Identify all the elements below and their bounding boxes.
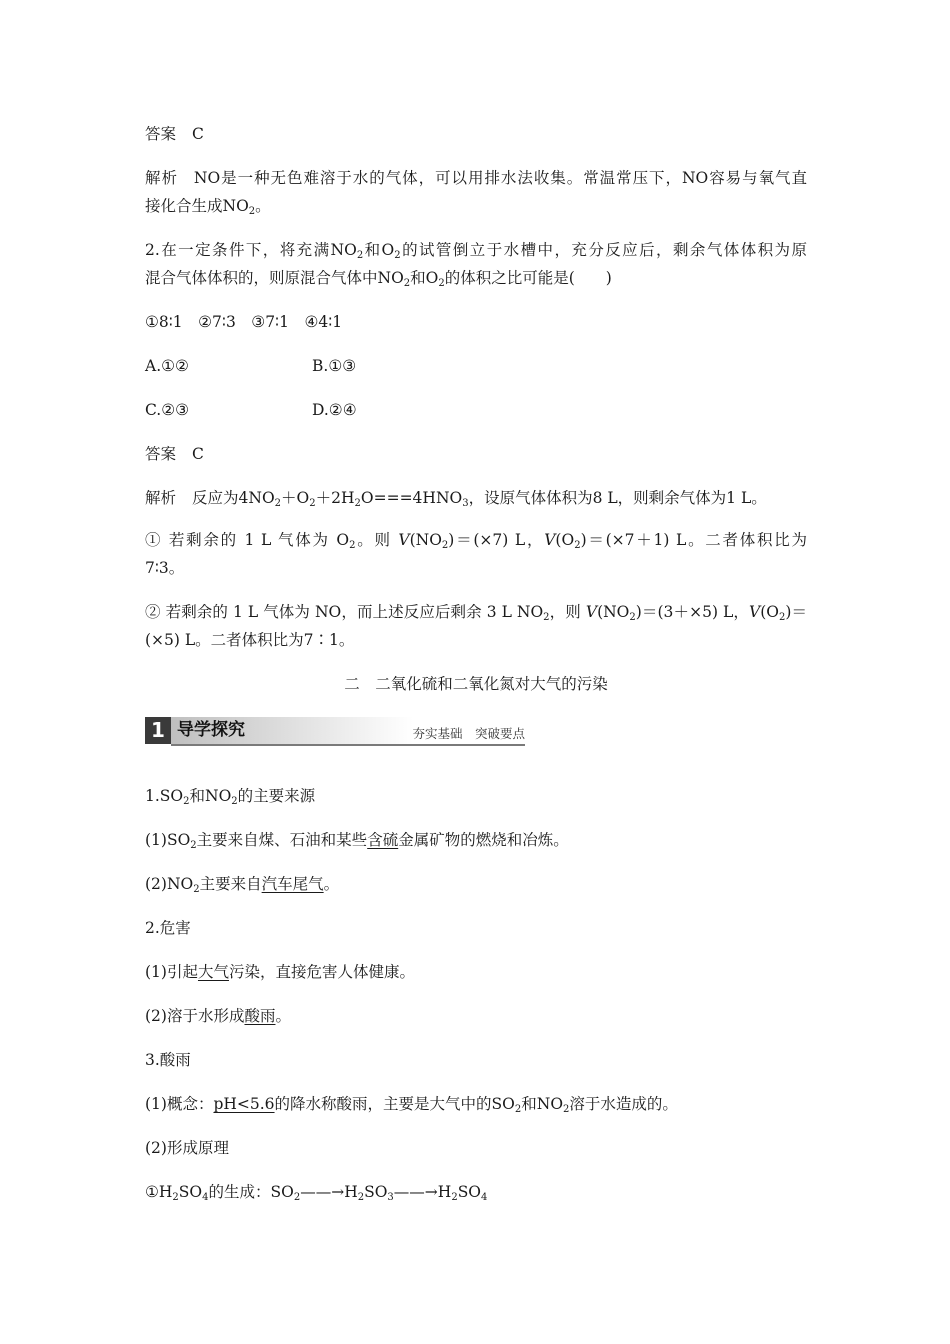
q1-analysis-line2: 接化合生成$NO_2$。: [145, 197, 271, 217]
s1-heading: $1.SO_2$和$NO_2$的主要来源: [145, 787, 316, 807]
q2-ratios: ①8∶1 ②7∶3 ③7∶1 ④4∶1: [145, 313, 343, 331]
q2-options-row1: [145, 356, 807, 376]
q1-analysis-line1: 解析 NO是一种无色难溶于水的气体，可以用排水法收集。常温常压下，NO容易与氧气直: [145, 169, 807, 187]
section-banner: [145, 716, 525, 746]
option-c: C.②③: [145, 401, 190, 419]
s2-item1: (1)引起大气污染，直接危害人体健康。: [145, 963, 415, 981]
q2-stem-line1: 2.在一定条件下，将充满$NO_2$和$O_2$的试管倒立于水槽中，充分反应后，剩余气体体积为原: [145, 241, 807, 261]
q2-stem-line2: 混合气体体积的，则原混合气体中$NO_2$和$O_2$的体积之比可能是( ): [145, 269, 612, 289]
q2-case2-line2: (×5) L。二者体积比为7∶1。: [145, 631, 355, 649]
s3-item1: (1)概念：pH<5.6的降水称酸雨，主要是大气中的$SO_2$和$NO_2$溶于水造成的。: [145, 1095, 678, 1115]
q2-options-row2: [145, 400, 807, 420]
s3-item3: $①H_2SO_4$的生成：$SO_2——\to H_2SO_3——\to H_2SO_4$: [145, 1183, 488, 1203]
banner-tag: 夯实基础 突破要点: [412, 726, 525, 741]
s1-item1: $(1)SO_2$主要来自煤、石油和某些含硫金属矿物的燃烧和冶炼。: [145, 831, 569, 851]
q2-case2-line1: ② 若剩余的 1 L 气体为 NO，而上述反应后剩余 3 L $NO_2$，则 $V(NO_2)=(3+\times 5)$ L，$V(O_2)=$: [145, 603, 807, 623]
s1-item2: $(2)NO_2$主要来自汽车尾气。: [145, 875, 340, 895]
banner-number: 1: [145, 717, 171, 744]
q2-case1-line1: ① 若剩余的 1 L 气体为 $O_2$。则 $V(NO_2)=(\times 7)$ L，$V(O_2)=(\times 7+1)$ L。二者体积比为: [145, 531, 808, 551]
banner-rule: [171, 744, 525, 746]
option-d: D.②④: [312, 401, 357, 419]
q1-answer: 答案 C: [145, 125, 204, 143]
option-b: B.①③: [312, 357, 357, 375]
s3-heading: 3.酸雨: [145, 1051, 191, 1069]
q2-analysis-line1: 解析 反应为$4NO_2+O_2+2H_2O===4HNO_3$，设原气体体积为8 L，则剩余气体为1 L。: [145, 489, 767, 509]
option-a: A.①②: [145, 357, 189, 375]
banner-title: 导学探究: [171, 717, 413, 744]
s2-item2: (2)溶于水形成酸雨。: [145, 1007, 291, 1025]
section-title: 二 二氧化硫和二氧化氮对大气的污染: [344, 675, 608, 693]
q2-case1-line2: 7∶3。: [145, 559, 185, 577]
s3-item2: (2)形成原理: [145, 1139, 229, 1157]
s2-heading: 2.危害: [145, 919, 191, 937]
q2-answer: 答案 C: [145, 445, 204, 463]
